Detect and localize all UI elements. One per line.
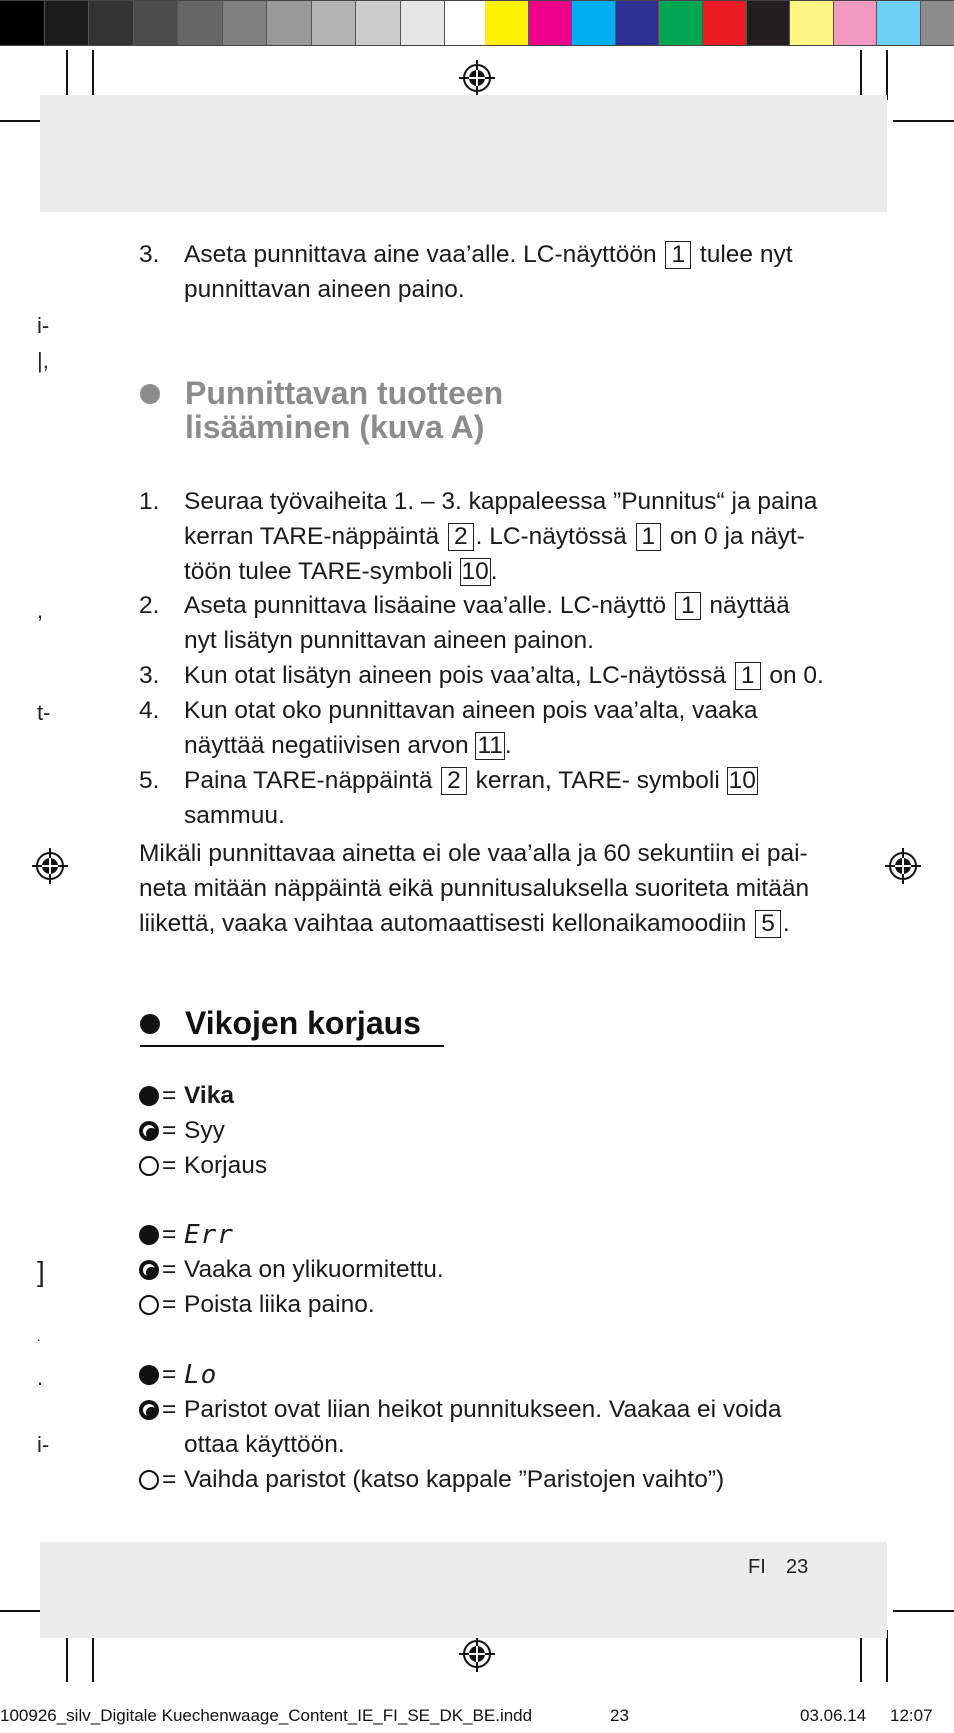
color-swatch [445,0,490,46]
cause-text: ottaa käyttöön. [184,1430,345,1458]
ref-box: 11 [477,731,503,759]
ref-box: 2 [441,767,467,795]
registration-mark-icon [459,1636,495,1672]
color-swatch [178,0,223,46]
color-swatch [223,0,268,46]
step-text: töön tulee TARE-symboli [184,557,453,585]
color-swatch [89,0,134,46]
display-code: Err [184,1220,234,1250]
fault-symbol-icon [139,1086,159,1106]
display-code: Lo [184,1360,218,1390]
step-number: 5. [139,767,160,794]
step-text: punnittavan aineen paino. [184,275,465,303]
margin-fragment: t- [37,700,51,725]
step-text: Seuraa työvaiheita 1. – 3. kappaleessa ”Punnitus“ ja paina [184,488,818,515]
step-number: 4. [139,697,160,724]
heading-line: lisääminen (kuva A) [185,409,485,445]
step-text: nyt lisätyn punnittavan aineen painon. [184,626,594,654]
crop-mark [66,50,68,100]
paragraph-line: liikettä, vaaka vaihtaa automaattisesti kellonaikamoodiin [139,909,747,937]
step-text: Kun otat oko punnittavan aineen pois vaa’alta, vaaka [184,697,758,724]
footer-time: 12:07 [890,1706,933,1725]
step-text: Aseta punnittava lisäaine vaa’alle. LC-näyttö [184,592,667,619]
step-text: Paina TARE-näppäintä [184,767,433,794]
margin-fragment: i- [37,1432,50,1457]
margin-fragment: , [37,598,44,623]
color-swatch [485,0,529,46]
fix-symbol-icon [139,1470,159,1490]
ref-box: 5 [755,910,781,938]
fix-symbol-icon [139,1295,159,1315]
color-swatch [747,0,791,46]
ref-box: 1 [735,662,761,690]
cause-symbol-icon [139,1121,159,1141]
margin-fragment: ] [37,1256,45,1287]
legend-cause [139,1114,799,1149]
step-text: kerran, TARE- symboli [475,767,720,794]
header-band [40,95,887,212]
color-swatch [834,0,878,46]
ref-box: 1 [636,523,662,551]
paragraph-line: . [782,909,790,937]
registration-mark-icon [459,60,495,96]
fix-text: Poista liika paino. [184,1291,375,1318]
equals-sign: = [162,1361,177,1388]
fault-err-fix [139,1288,799,1323]
crop-mark [860,50,862,100]
ref-box: 1 [675,592,701,620]
step-text: on 0 ja näyt- [670,522,805,550]
legend-label: Vika [184,1082,234,1109]
equals-sign: = [162,1256,177,1283]
equals-sign: = [162,1221,177,1248]
color-swatch [356,0,401,46]
step-number: 2. [139,592,160,619]
fault-lo-fix [139,1463,799,1498]
legend-label: Syy [184,1117,225,1144]
margin-fragment: |, [37,348,49,373]
registration-mark-icon [885,848,921,884]
color-swatch [267,0,312,46]
equals-sign: = [162,1152,177,1179]
color-swatch [921,0,954,46]
bullet-icon [140,384,160,404]
color-swatch [401,0,446,46]
fault-lo [139,1358,799,1394]
page-language: FI [748,1556,766,1578]
ref-box: 10 [461,557,489,585]
step-text: tulee nyt [699,241,793,268]
crop-mark [886,50,888,100]
fault-err [139,1218,799,1254]
step-number: 3. [139,241,160,268]
fault-symbol-icon [139,1365,159,1385]
ref-box: 1 [665,241,691,269]
fault-symbol-icon [139,1225,159,1245]
color-swatch [877,0,921,46]
step-number: 3. [139,662,160,689]
fix-text: Vaihda paristot (katso kappale ”Paristojen vaihto”) [184,1466,725,1493]
step-text: on 0. [769,662,824,689]
auto-switch-paragraph [139,837,839,941]
fault-lo-cause [139,1393,799,1463]
step-text: . [504,731,512,759]
paragraph-line: neta mitään näppäintä eikä punnitusaluksella suoriteta mitään [139,874,810,902]
step-text: Aseta punnittava aine vaa’alle. LC-näyttöön [184,241,657,268]
color-swatch [529,0,573,46]
add-step-2 [139,589,839,659]
color-swatch [45,0,90,46]
ref-box: 10 [728,767,756,794]
legend-fix [139,1149,799,1184]
step-text: sammuu. [184,801,285,829]
footer-filename: 100926_silv_Digitale Kuechenwaage_Content_IE_FI_SE_DK_BE.indd [0,1706,533,1725]
heading-line: Vikojen korjaus [185,1005,421,1041]
step-text: näyttää negatiivisen arvon [184,731,469,759]
cause-symbol-icon [139,1260,159,1280]
add-step-3 [139,659,839,694]
heading-troubleshooting [140,1006,421,1040]
margin-fragment: i- [37,313,50,338]
color-swatch [134,0,179,46]
footer-file-page: 23 [610,1706,629,1725]
heading-add-product [140,376,503,444]
paragraph-line: Mikäli punnittavaa ainetta ei ole vaa’alla ja 60 sekuntiin ei pai- [139,840,808,867]
page-number: 23 [786,1556,809,1578]
equals-sign: = [162,1082,177,1109]
color-swatch [312,0,357,46]
legend-fault [139,1079,799,1114]
equals-sign: = [162,1291,177,1318]
color-swatch [616,0,660,46]
ref-box: 2 [448,523,474,551]
equals-sign: = [162,1117,177,1144]
step-number: 1. [139,488,160,515]
step-text: Kun otat lisätyn aineen pois vaa’alta, LC-näytössä [184,662,727,689]
color-swatch [703,0,747,46]
add-step-5 [139,764,839,834]
equals-sign: = [162,1396,177,1423]
registration-mark-icon [32,848,68,884]
crop-mark [893,1610,954,1612]
add-step-1 [139,485,839,589]
crop-mark [92,50,94,100]
fix-symbol-icon [139,1156,159,1176]
weighing-step-3 [139,238,839,308]
step-text: . [490,557,498,585]
crop-mark [893,120,954,122]
cause-text: Vaaka on ylikuormitettu. [184,1256,444,1283]
equals-sign: = [162,1466,177,1493]
fault-err-cause [139,1253,799,1288]
cause-symbol-icon [139,1400,159,1420]
add-step-4 [139,694,839,764]
step-text: kerran TARE-näppäintä [184,522,440,550]
step-text: näyttää [709,592,790,619]
color-swatch [790,0,834,46]
color-swatch [572,0,616,46]
step-text: . LC-näytössä [475,522,627,550]
footer-date: 03.06.14 [800,1706,867,1725]
margin-fragment: . [37,1365,44,1390]
cause-text: Paristot ovat liian heikot punnitukseen. Vaakaa ei voida [184,1396,782,1423]
legend-label: Korjaus [184,1152,268,1179]
color-swatch [0,0,45,46]
color-calibration-bar [485,0,954,46]
color-swatch [659,0,703,46]
heading-underline [140,1045,444,1047]
heading-line: Punnittavan tuotteen [185,375,504,411]
bullet-icon [140,1014,160,1034]
grayscale-calibration-bar [0,0,490,46]
margin-fragment: . [37,1330,41,1344]
